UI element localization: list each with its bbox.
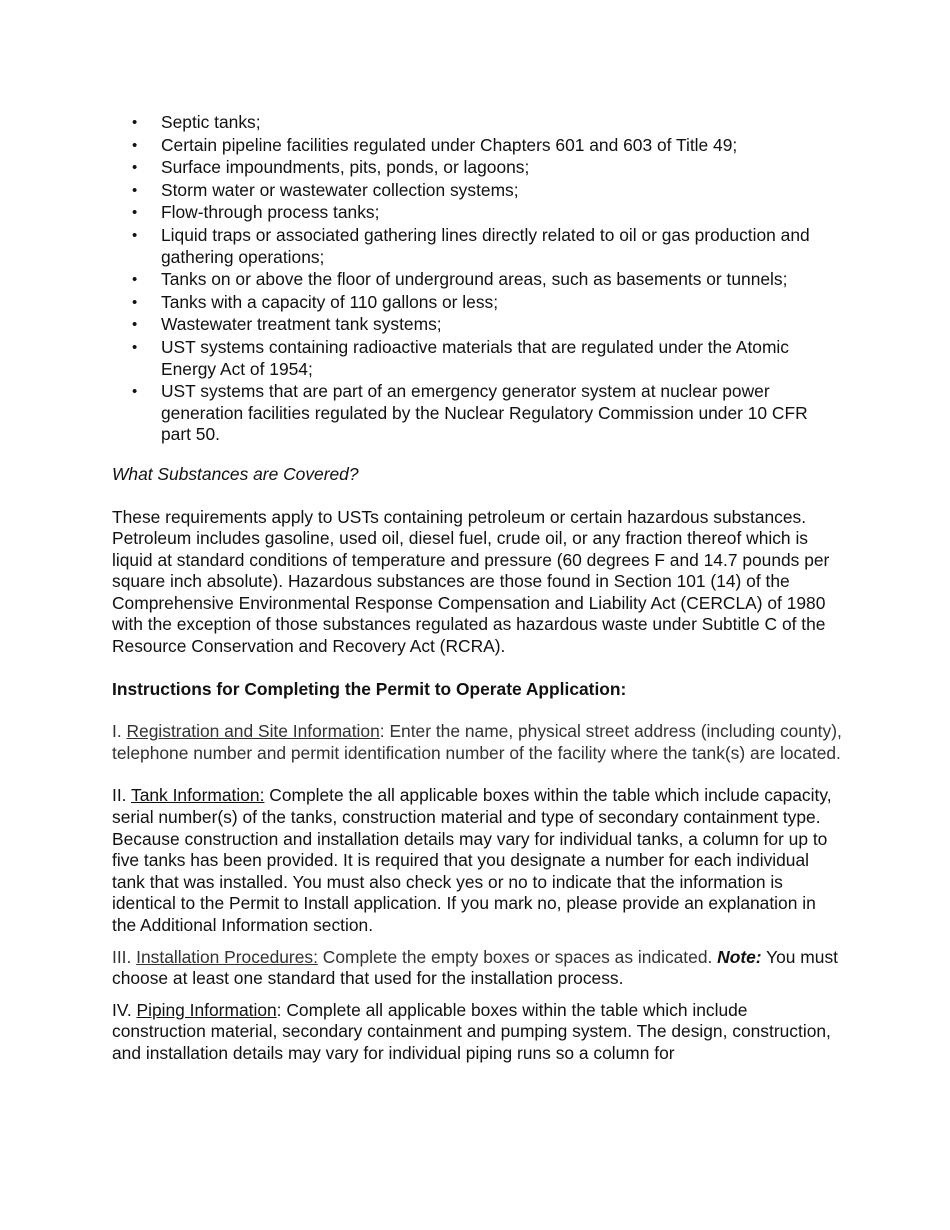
bullet-icon: • [132, 293, 138, 311]
bullet-icon: • [132, 114, 138, 131]
section-title: Installation Procedures: [136, 946, 318, 967]
document-page [112, 112, 842, 1065]
list-item: • Certain pipeline facilities regulated under Chapters 601 and 603 of Title 49; [132, 134, 738, 155]
list-item: • Tanks with a capacity of 110 gallons or less; [132, 291, 499, 312]
section-title: Registration and Site Information [126, 721, 380, 742]
bullet-icon: • [132, 383, 138, 401]
bullet-icon: • [132, 226, 138, 244]
list-item: • Septic tanks; [132, 112, 261, 132]
bullet-icon: • [132, 159, 138, 177]
list-item: • Tanks on or above the floor of underground areas, such as basements or tunnels; [132, 269, 788, 290]
instruction-section-installation: III. Installation Procedures: Complete the empty boxes or spaces as indicated. Note: You must choose at least one standard that used for the installation process. [112, 946, 838, 989]
substances-paragraph: These requirements apply to USTs containing petroleum or certain hazardous substances. Petroleum includes gasoline, used oil, diesel fuel, crude oil, or any fraction thereof which is liquid at standard conditions of temperature and pressure (60 degrees F and 14.7 pounds per square inch absolute). Hazardous substances are those found in Section 101 (14) of the Comprehensive Environmental Response Compensation and Liability Act (CERCLA) of 1980 with the exception of those substances regulated as hazardous waste under Subtitle C of the Resource Conservation and Recovery Act (RCRA). [112, 506, 830, 657]
instruction-section-piping: IV. Piping Information: Complete all applicable boxes within the table which include construction material, secondary containment and pumping system. The design, construction, and installation details may vary for individual piping runs so a column for [112, 999, 831, 1063]
note-label: Note: [717, 946, 762, 967]
instruction-section-tank: II. Tank Information: Complete the all applicable boxes within the table which include capacity, serial number(s) of the tanks, construction material and type of secondary containment type. Because construction and installation details may vary for individual tanks, a column for up to five tanks has been provided. It is required that you designate a number for each individual tank that was installed. You must also check yes or no to indicate that the information is identical to the Permit to Install application. If you mark no, please provide an explanation in the Additional Information section. [112, 785, 832, 935]
list-item: • Storm water or wastewater collection systems; [132, 179, 519, 200]
list-item: • Surface impoundments, pits, ponds, or lagoons; [132, 157, 530, 178]
exclusion-list [112, 112, 842, 446]
bullet-icon: • [132, 136, 138, 154]
list-item: • Wastewater treatment tank systems; [132, 314, 442, 335]
bullet-icon: • [132, 181, 138, 199]
bullet-icon: • [132, 338, 138, 356]
bullet-icon: • [132, 204, 138, 222]
bullet-icon: • [132, 271, 138, 289]
substances-heading: What Substances are Covered? [112, 463, 359, 484]
list-item: • UST systems containing radioactive materials that are regulated under the Atomic Energy Act of 1954; [132, 336, 789, 379]
instructions-heading: Instructions for Completing the Permit to Operate Application: [112, 678, 627, 699]
list-item: • Liquid traps or associated gathering lines directly related to oil or gas production and gathering operations; [132, 224, 810, 267]
instruction-section-registration: I. Registration and Site Information: Enter the name, physical street address (including county), telephone number and permit identification number of the facility where the tank(s) are located. [112, 721, 842, 763]
bullet-icon: • [132, 316, 138, 334]
list-item: • Flow-through process tanks; [132, 202, 380, 223]
list-item: • UST systems that are part of an emergency generator system at nuclear power generation facilities regulated by the Nuclear Regulatory Commission under 10 CFR part 50. [132, 381, 808, 445]
section-title: Tank Information: [131, 785, 265, 806]
section-title: Piping Information [136, 999, 277, 1020]
